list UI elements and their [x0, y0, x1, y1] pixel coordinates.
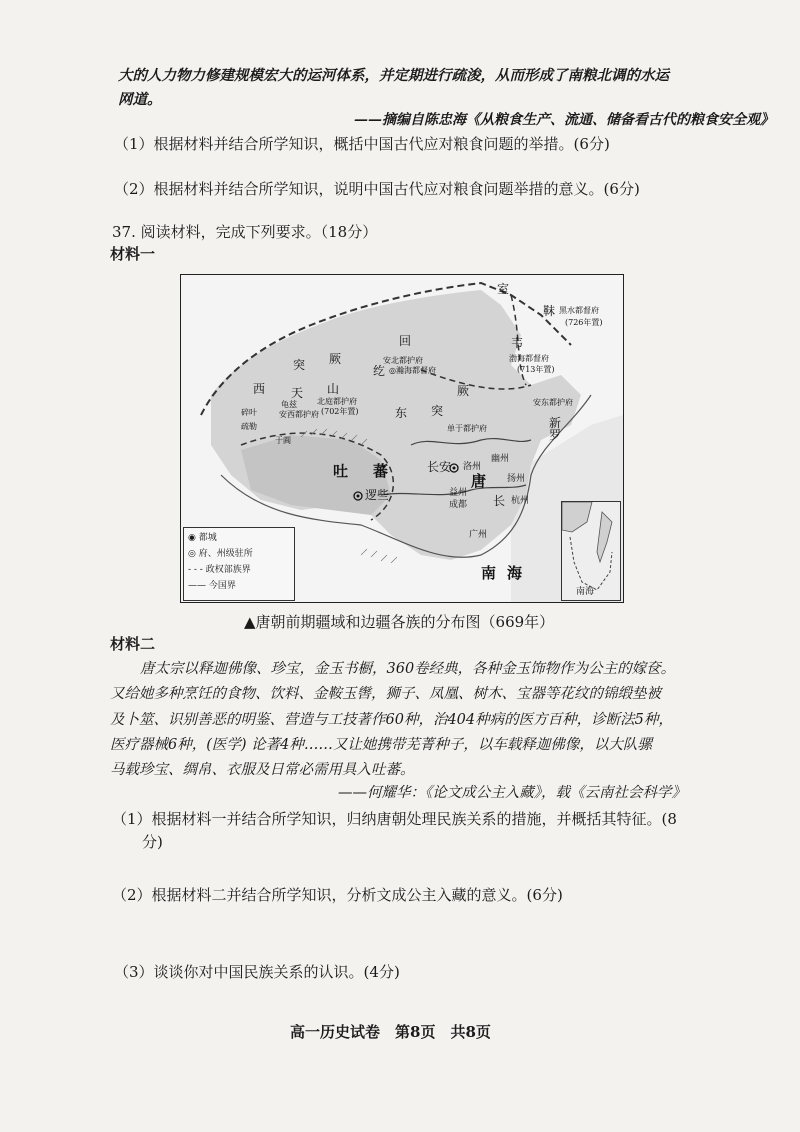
map-label-bohai: 渤海都督府 [509, 354, 549, 363]
passage-line-1: 大的人力物力修建规模宏大的运河体系，并定期进行疏浚，从而形成了南粮北调的水运 [118, 67, 669, 84]
map-label-tu-tubo: 吐 [333, 462, 349, 480]
map-caption: ▲唐朝前期疆域和边疆各族的分布图（669年） [244, 613, 555, 631]
map-label-nan: 南 [481, 564, 497, 582]
map-label-tu: 突 [293, 358, 306, 372]
map-label-yizhou: 益州 [449, 488, 468, 498]
map-label-suiye: 碎叶 [241, 408, 257, 417]
map-legend [183, 527, 295, 601]
map-label-jue2: 厥 [457, 384, 470, 398]
south-sea-inset [561, 501, 621, 601]
map-label-anxi: 安西都护府 [279, 410, 319, 419]
capital-symbol-icon: ◉ [188, 533, 199, 543]
map-label-bohai-year: (713年置) [517, 365, 555, 374]
map-label-hui: 回 [399, 334, 412, 348]
q36-part2: （2）根据材料并结合所学知识，说明中国古代应对粮食问题举措的意义。(6分) [114, 180, 640, 198]
map-label-qiuci: 龟兹 [281, 400, 297, 409]
tang-map [180, 274, 624, 603]
map-label-luozhou: 洛州 [463, 462, 482, 472]
map-label-shan: 山 [327, 382, 340, 396]
inset-label: 南海 [576, 587, 595, 597]
map-label-mohe: 靺 [543, 304, 556, 318]
prefecture-symbol-icon: ◎ [188, 549, 199, 559]
map-label-anbei: 安北都护府 [383, 356, 423, 365]
map-label-xinluo: 新罗 [549, 416, 562, 442]
map-label-changan: 长安 [427, 460, 452, 474]
map-label-shule: 疏勒 [241, 422, 257, 431]
legend-capital: ◉ 都城 [188, 533, 217, 543]
passage-line-2: 网道。 [118, 91, 162, 108]
map-label-youzhou: 幽州 [491, 454, 510, 464]
map-label-beiting: 北庭都护府 [317, 397, 357, 406]
map-label-heishui-year: (726年置) [565, 318, 603, 327]
material2-source: ——何耀华：《论文成公主入藏》，载《云南社会科学》 [338, 785, 686, 801]
map-label-luoxie: 逻些 [365, 488, 390, 502]
map-label-tian: 天 [291, 386, 304, 400]
material2-line-5: 马载珍宝、绸帛、衣服及日常必需用具入吐蕃。 [110, 762, 415, 778]
material2-line-4: 医疗器械6种，(医学) 论著4种……又让她携带芜菁种子，以车载释迦佛像，以大队骡 [110, 737, 652, 753]
map-label-xi: 西 [253, 382, 266, 396]
solid-line-icon: —— [188, 581, 209, 591]
q36-part1: （1）根据材料并结合所学知识，概括中国古代应对粮食问题的举措。(6分) [114, 135, 610, 153]
q37-part1-line2: 分) [142, 833, 163, 851]
material2-line-1: 唐太宗以释迦佛像、珍宝，金玉书橱，360卷经典，各种金玉饰物作为公主的嫁奁。 [140, 661, 676, 677]
map-label-yutian: 于阗 [275, 436, 291, 445]
material2-line-2: 又给她多种烹饪的食物、饮料、金鞍玉辔，狮子、凤凰、树木、宝器等花纹的锦缎垫被 [110, 686, 661, 702]
map-label-fan: 蕃 [373, 462, 389, 480]
q37-part1-line1: （1）根据材料一并结合所学知识，归纳唐朝处理民族关系的措施，并概括其特征。(8 [112, 810, 677, 828]
passage-source: ——摘编自陈忠海《从粮食生产、流通、储备看古代的粮食安全观》 [354, 112, 774, 128]
q37-part2: （2）根据材料二并结合所学知识，分析文成公主入藏的意义。(6分) [112, 886, 563, 904]
q37-part3: （3）谈谈你对中国民族关系的认识。(4分) [114, 963, 400, 981]
legend-modern-border: —— 今国界 [188, 581, 236, 591]
map-label-guangzhou: 广州 [469, 530, 488, 540]
map-label-hai: 海 [507, 564, 523, 582]
map-label-heishui: 黑水都督府 [559, 306, 599, 315]
legend-prefecture: ◎ 府、州级驻所 [188, 549, 253, 559]
material2-line-3: 及卜筮、识别善恶的明鉴、营造与工技著作60种，治404种病的医方百种，诊断法5种， [110, 712, 673, 728]
map-label-yangzhou: 扬州 [507, 474, 526, 484]
map-label-chengdu: 成都 [449, 500, 468, 510]
map-label-he: 纥 [373, 364, 386, 378]
map-label-chanyu: 单于都护府 [447, 424, 487, 433]
q37-header: 37. 阅读材料，完成下列要求。（18分） [112, 223, 378, 241]
material1-label: 材料一 [110, 245, 156, 263]
map-label-beiting-year: (702年置) [321, 407, 359, 416]
legend-regime-border: - - - 政权部族界 [188, 565, 251, 575]
map-label-jue: 厥 [329, 352, 342, 366]
map-label-wei: 韦 [511, 336, 524, 350]
map-label-hanhai: ◎瀚海都督府 [389, 366, 436, 375]
map-label-shiwei: 室 [497, 282, 510, 296]
dashed-line-icon: - - - [188, 565, 206, 575]
page-footer: 高一历史试卷 第8页 共8页 [290, 1023, 491, 1041]
map-label-hangzhou: 杭州 [511, 496, 530, 506]
map-label-tu2: 突 [431, 404, 444, 418]
material2-label: 材料二 [110, 635, 156, 653]
map-label-andong: 安东都护府 [533, 398, 573, 407]
map-label-dong: 东 [395, 406, 408, 420]
map-label-chang: 长 [493, 494, 506, 508]
map-label-tang: 唐 [471, 472, 487, 490]
